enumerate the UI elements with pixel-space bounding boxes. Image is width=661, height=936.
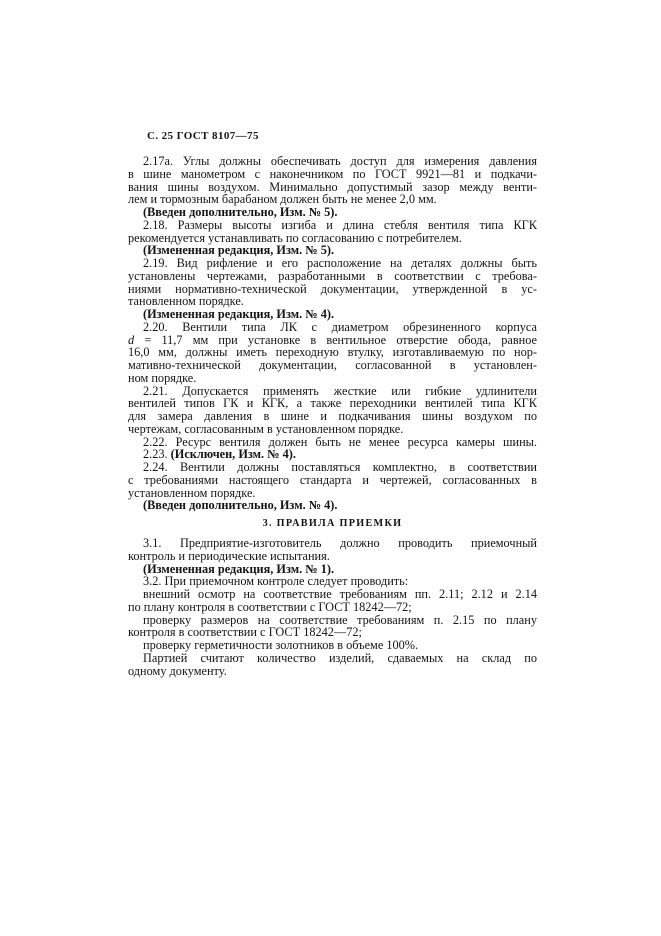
section-3-heading: 3. ПРАВИЛА ПРИЕМКИ — [262, 518, 403, 529]
text-segment: (Введен дополнительно, Изм. № 5). — [143, 205, 338, 219]
text-segment: по плану контроля в соответствии с ГОСТ 18242—72; — [128, 599, 412, 614]
text-segment: 2.20. Вентили типа ЛК с диаметром обрезиненного корпуса — [143, 319, 537, 334]
text-segment: ном порядке. — [128, 370, 197, 385]
text-segment: (Измененная редакция, Изм. № 5). — [143, 243, 335, 258]
text-segment: 3.2. При приемочном контроле следует проводить: — [143, 574, 409, 589]
text-segment: вания шины воздухом. Минимально допустимый зазор между венти- — [128, 179, 537, 194]
text-segment: 2.18. Размеры высоты изгиба и длина стебля вентиля типа КГК — [143, 217, 537, 232]
text-segment: контроля в соответствии с ГОСТ 18242—72; — [128, 625, 362, 640]
text-segment: тановленном порядке. — [128, 294, 244, 309]
text-segment: d — [128, 332, 135, 347]
text-segment: проверку герметичности золотников в объеме 100%. — [143, 638, 419, 652]
running-header: С. 25 ГОСТ 8107—75 — [147, 130, 259, 142]
text-segment: установленном порядке. — [128, 485, 256, 500]
text-segment: 2.23. — [143, 447, 171, 462]
text-segment: для замера давления в шине и подкачивания шины воздухом по — [128, 409, 537, 423]
text-segment: (Измененная редакция, Изм. № 4). — [143, 307, 335, 321]
text-segment: ниями нормативно-технической документации, утвержденной в ус- — [128, 281, 537, 296]
text-segment: 2.21. Допускается применять жесткие или гибкие удлинители — [143, 383, 537, 398]
text-segment: вентилей типов ГК и КГК, а также переходники вентилей типа КГК — [128, 396, 537, 411]
text-segment: мативно-технической документации, согласованной в установлен- — [128, 358, 537, 372]
text-segment: (Введен дополнительно, Изм. № 4). — [143, 498, 338, 513]
text-segment: 2.17а. Углы должны обеспечивать доступ для измерения давления — [143, 154, 537, 168]
section-3-paragraphs — [128, 537, 537, 677]
text-segment: 2.24. Вентили должны поставляться комплектно, в соответствии — [143, 460, 537, 474]
text-segment: рекомендуется устанавливать по согласованию с потребителем. — [128, 230, 462, 245]
text-segment: лем и тормозным барабаном должен быть не менее 2,0 мм. — [128, 192, 437, 207]
text-segment: 2.19. Вид рифление и его расположение на деталях должны быть — [143, 256, 537, 270]
text-segment: Партией считают количество изделий, сдаваемых на склад по — [143, 650, 537, 665]
text-segment: чертежам, согласованным в установленном порядке. — [128, 421, 404, 436]
text-segment: в шине манометром с наконечником по ГОСТ 9921—81 и подкачи- — [128, 166, 537, 181]
text-segment: 2.22. Ресурс вентиля должен быть не менее ресурса камеры шины. — [143, 434, 537, 449]
text-segment: = 11,7 мм при установке в вентильное отверстие обода, равное — [134, 332, 537, 347]
text-segment: 3.1. Предприятие-изготовитель должно проводить приемочный — [143, 536, 537, 550]
text-segment: (Исключен, Изм. № 4). — [170, 447, 296, 462]
document-body — [128, 155, 537, 677]
text-segment: контроль и периодические испытания. — [128, 548, 330, 563]
text-segment: с требованиями настоящего стандарта и чертежей, согласованных в — [128, 472, 537, 487]
text-segment: внешний осмотр на соответствие требованиям пп. 2.11; 2.12 и 2.14 — [143, 587, 537, 601]
text-line — [128, 499, 537, 512]
text-segment: 16,0 мм, должны иметь переходную втулку, изготавливаемую по нор- — [128, 345, 537, 360]
text-segment: (Измененная редакция, Изм. № 1). — [143, 561, 335, 576]
section-2-paragraphs — [128, 155, 537, 512]
text-segment: проверку размеров на соответствие требованиям п. 2.15 по плану — [143, 612, 537, 627]
text-line — [128, 665, 537, 678]
text-segment: одному документу. — [128, 663, 227, 678]
text-segment: установлены чертежами, разработанными в соответствии с требова- — [128, 268, 537, 283]
